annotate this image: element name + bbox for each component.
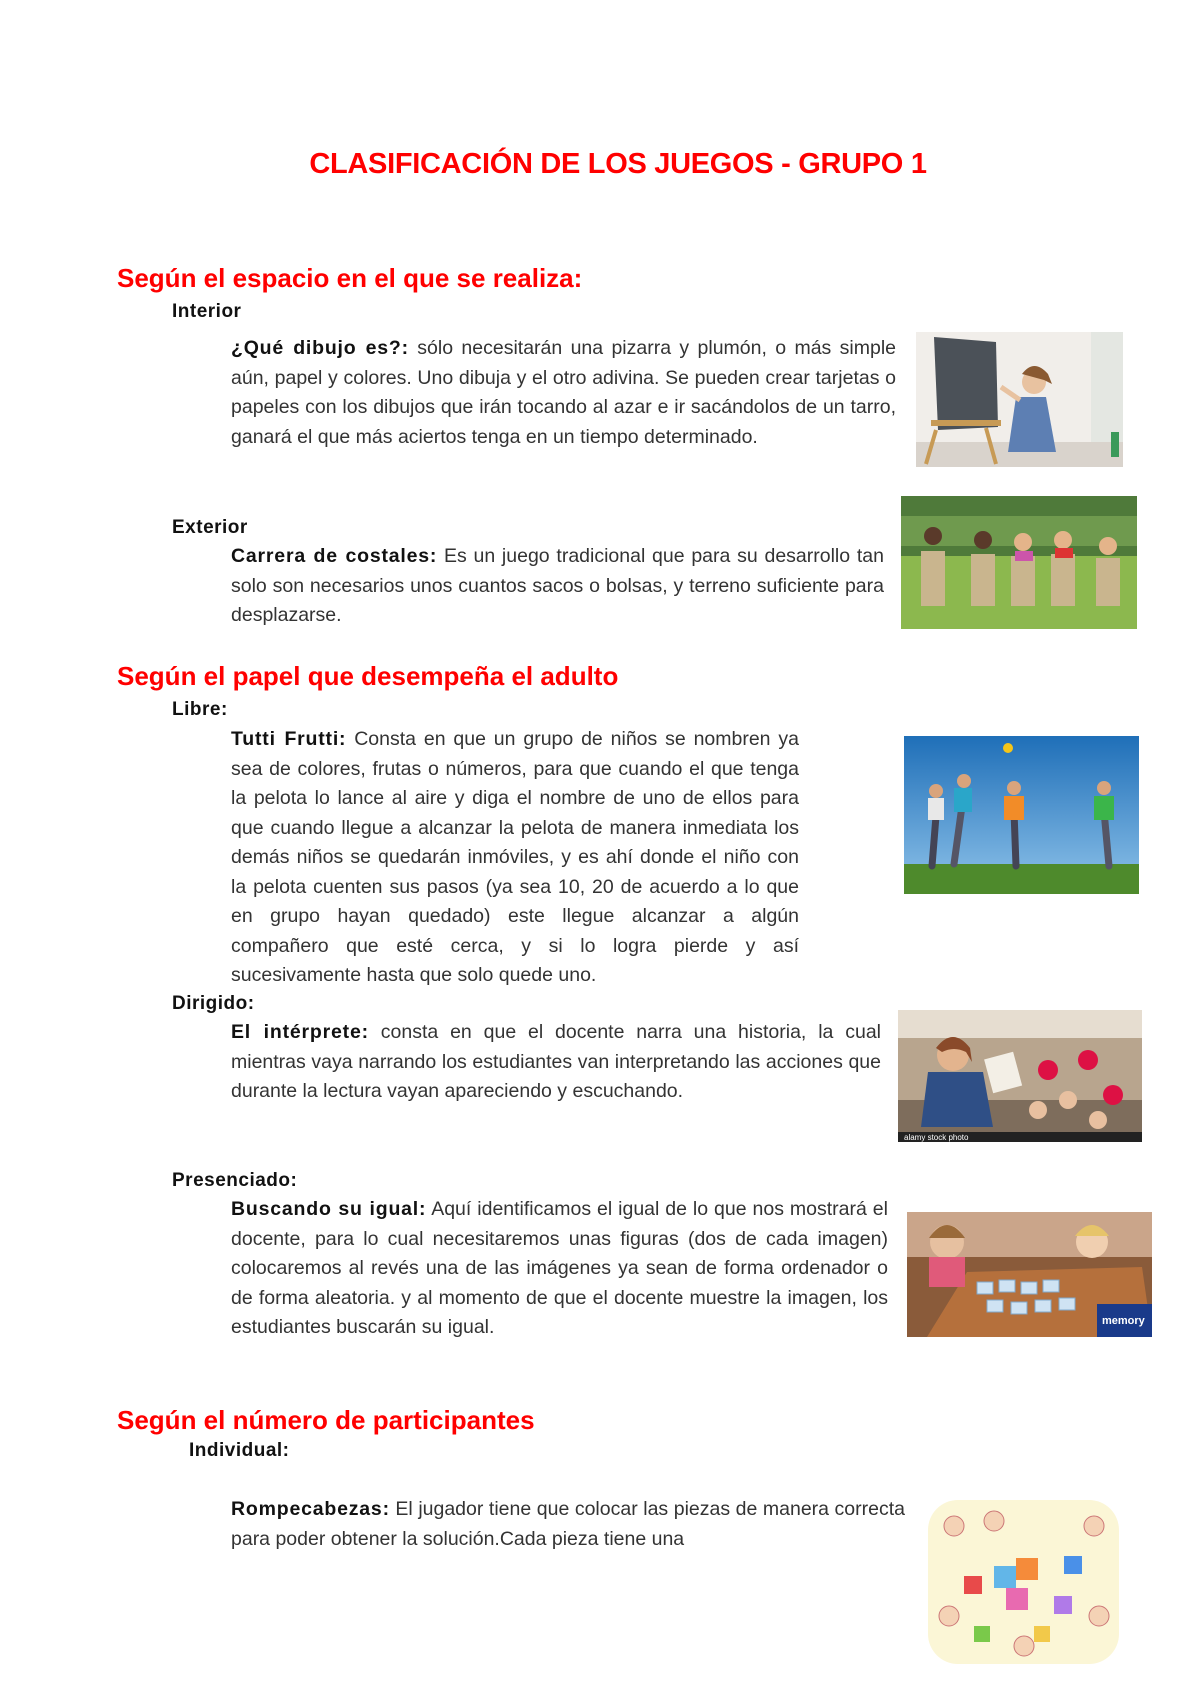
- game-description: Es un juego tradicional que para su desarrollo tan solo son necesarios unos cuantos sacos o bolsas, y terreno suficiente para desplazarse.: [231, 545, 884, 626]
- game-description: Consta en que un grupo de niños se nombren ya sea de colores, frutas o números, para que cuando el que tenga la pelota lo lance al aire y diga el nombre de uno de ellos para que cuando llegue a alcanzar la pelota de manera inmediata los demás niños se quedarán inmóviles, y es ahí donde el niño con la pelota cuenten sus pasos (ya sea 10, 20 de acuerdo a lo que en grupo hayan quedado) este llegue alcanzar a algún compañero que esté cerca, y si lo logra pierde y así sucesivamente hasta que solo quede uno.: [231, 728, 799, 986]
- teacher-storytelling-image: [898, 1010, 1142, 1142]
- memory-game-children-image: [907, 1212, 1152, 1337]
- document-title: CLASIFICACIÓN DE LOS JUEGOS - GRUPO 1: [309, 148, 927, 180]
- game-description: sólo necesitarán una pizarra y plumón, o más simple aún, papel y colores. Uno dibuja y el otro adivina. Se pueden crear tarjetas o papeles con los dibujos que irán tocando al azar e ir sacándolos de un tarro, ganará el que más aciertos tenga en un tiempo determinado.: [231, 337, 896, 448]
- subheading-individual: Individual:: [189, 1440, 290, 1461]
- paragraph-el-interprete: [231, 1018, 881, 1107]
- image-watermark: alamy stock photo: [904, 1133, 969, 1142]
- game-box-label: memory: [1102, 1315, 1145, 1327]
- paragraph-que-dibujo-es: [231, 334, 896, 452]
- section-heading-space: Según el espacio en el que se realiza:: [117, 263, 583, 293]
- game-name: Tutti Frutti:: [231, 728, 347, 750]
- paragraph-carrera-de-costales: [231, 542, 884, 631]
- game-name: Rompecabezas:: [231, 1498, 390, 1520]
- puzzle-children-illustration: [924, 1496, 1123, 1668]
- game-name: Buscando su igual:: [231, 1198, 427, 1220]
- game-name: Carrera de costales:: [231, 545, 438, 567]
- section-heading-participants: Según el número de participantes: [117, 1405, 535, 1435]
- game-description: El jugador tiene que colocar las piezas de manera correcta para poder obtener la solución.Cada pieza tiene una: [231, 1498, 905, 1550]
- section-heading-adult-role: Según el papel que desempeña el adulto: [117, 661, 619, 691]
- subheading-libre: Libre:: [172, 699, 228, 720]
- paragraph-buscando-su-igual: [231, 1195, 888, 1343]
- subheading-interior: Interior: [172, 301, 242, 322]
- girl-drawing-on-chalkboard-image: [916, 332, 1123, 467]
- subheading-exterior: Exterior: [172, 517, 248, 538]
- game-name: El intérprete:: [231, 1021, 369, 1043]
- subheading-dirigido: Dirigido:: [172, 993, 255, 1014]
- children-playing-ball-image: [904, 736, 1139, 894]
- paragraph-rompecabezas: [231, 1495, 905, 1554]
- game-name: ¿Qué dibujo es?:: [231, 337, 409, 359]
- game-description: consta en que el docente narra una historia, la cual mientras vaya narrando los estudiantes van interpretando las acciones que durante la lectura vayan apareciendo y escuchando.: [231, 1021, 881, 1102]
- subheading-presenciado: Presenciado:: [172, 1170, 298, 1191]
- sack-race-children-image: [901, 496, 1137, 629]
- game-description: Aquí identificamos el igual de lo que nos mostrará el docente, para lo cual necesitaremos unas figuras (dos de cada imagen) colocaremos al revés una de las imágenes ya sean de forma ordenador o de forma aleatoria. y al momento de que el docente muestre la imagen, los estudiantes buscarán su igual.: [231, 1198, 888, 1338]
